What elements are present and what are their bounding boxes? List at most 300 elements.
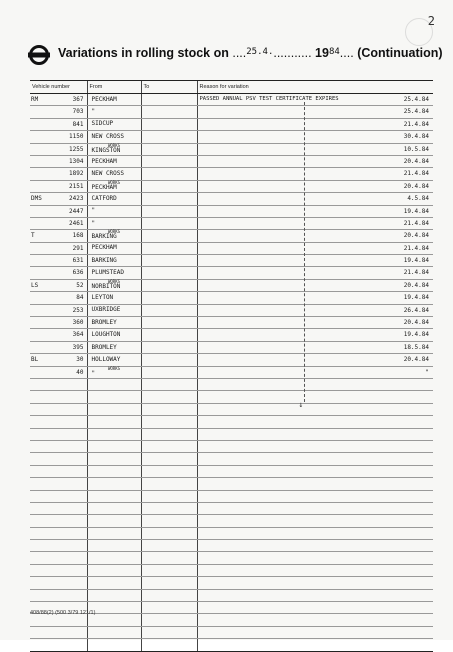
from-cell xyxy=(87,490,141,502)
table-row xyxy=(30,118,433,130)
to-cell xyxy=(141,106,197,118)
to-cell xyxy=(141,168,197,180)
from-cell xyxy=(87,391,141,403)
expiry-date: 20.4.84 xyxy=(403,157,429,165)
to-cell xyxy=(141,564,197,576)
from-cell xyxy=(87,131,141,143)
vehicle-cell xyxy=(30,292,87,304)
reason-cell xyxy=(197,341,433,353)
from-cell xyxy=(87,540,141,552)
vehicle-number: 84 xyxy=(76,294,84,302)
reason-cell xyxy=(197,428,433,440)
blank-row xyxy=(30,527,433,539)
reason-cell xyxy=(197,478,433,490)
to-cell xyxy=(141,143,197,155)
vehicle-cell xyxy=(30,341,87,353)
blank-row xyxy=(30,639,433,651)
vehicle-class: T xyxy=(31,232,35,240)
to-cell xyxy=(141,193,197,205)
reason-cell xyxy=(197,465,433,477)
vehicle-cell xyxy=(30,131,87,143)
reason-cell xyxy=(197,378,433,390)
from-garage: NEW CROSS xyxy=(91,132,125,140)
expiry-date: 19.4.84 xyxy=(403,331,429,339)
vehicle-cell xyxy=(30,391,87,403)
from-garage: BROMLEY xyxy=(91,318,117,326)
vehicle-number: 360 xyxy=(72,319,84,327)
to-cell xyxy=(141,118,197,130)
date-day-month: 25.4. xyxy=(246,47,274,57)
to-cell xyxy=(141,403,197,415)
to-cell xyxy=(141,428,197,440)
from-cell xyxy=(87,242,141,254)
blank-row xyxy=(30,552,433,564)
reason-cell xyxy=(197,279,433,291)
table-row xyxy=(30,242,433,254)
from-cell xyxy=(87,478,141,490)
from-garage: LEYTON xyxy=(91,293,114,301)
expiry-date: 20.4.84 xyxy=(403,356,429,364)
reason-cell xyxy=(197,602,433,614)
reason-cell xyxy=(197,217,433,229)
reason-cell xyxy=(197,292,433,304)
reason-cell xyxy=(197,515,433,527)
reason-cell xyxy=(197,527,433,539)
from-cell xyxy=(87,440,141,452)
works-annotation: WORKS xyxy=(107,142,121,148)
from-cell xyxy=(87,304,141,316)
expiry-date: 21.4.84 xyxy=(403,219,429,227)
vehicle-number: 367 xyxy=(72,96,84,103)
from-cell xyxy=(87,292,141,304)
reason-cell xyxy=(197,329,433,341)
to-cell xyxy=(141,639,197,651)
table-row xyxy=(30,106,433,118)
vehicle-cell xyxy=(30,304,87,316)
to-cell xyxy=(141,341,197,353)
works-annotation: WORKS xyxy=(107,365,121,371)
expiry-date: " xyxy=(425,368,429,376)
to-cell xyxy=(141,94,197,106)
from-garage: PECKHAM xyxy=(91,244,117,252)
to-cell xyxy=(141,515,197,527)
to-cell xyxy=(141,490,197,502)
title-suffix: (Continuation) xyxy=(357,46,443,60)
blank-row xyxy=(30,490,433,502)
table-row xyxy=(30,180,433,192)
table-row xyxy=(30,267,433,279)
from-cell xyxy=(87,168,141,180)
to-cell xyxy=(141,317,197,329)
to-cell xyxy=(141,416,197,428)
table-row xyxy=(30,304,433,316)
expiry-date: 25.4.84 xyxy=(403,96,429,103)
reason-cell xyxy=(197,502,433,514)
vehicle-cell xyxy=(30,366,87,378)
vehicle-number: 1255 xyxy=(69,145,84,153)
reason-cell xyxy=(197,118,433,130)
column-header-from: From xyxy=(87,81,141,94)
expiry-date: 19.4.84 xyxy=(403,207,429,215)
table-row xyxy=(30,255,433,267)
from-cell xyxy=(87,552,141,564)
year-suffix: 84 xyxy=(328,47,340,57)
from-cell xyxy=(87,577,141,589)
vehicle-cell xyxy=(30,242,87,254)
reason-cell xyxy=(197,564,433,576)
table-row xyxy=(30,155,433,167)
blank-row xyxy=(30,465,433,477)
from-cell xyxy=(87,589,141,601)
to-cell xyxy=(141,366,197,378)
blank-row xyxy=(30,391,433,403)
from-garage: " xyxy=(91,108,96,116)
from-cell xyxy=(87,626,141,638)
from-cell xyxy=(87,106,141,118)
table-row xyxy=(30,341,433,353)
to-cell xyxy=(141,255,197,267)
from-garage: " xyxy=(91,369,96,377)
date-dots-trail: ........... xyxy=(273,46,312,60)
reason-cell xyxy=(197,639,433,651)
from-garage: PLUMSTEAD xyxy=(91,269,125,277)
expiry-date: 19.4.84 xyxy=(403,257,429,265)
reason-cell xyxy=(197,304,433,316)
to-cell xyxy=(141,577,197,589)
blank-row xyxy=(30,403,433,415)
from-garage: " xyxy=(91,219,96,227)
from-garage: SIDCUP xyxy=(91,120,114,128)
to-cell xyxy=(141,440,197,452)
vehicle-number: 1304 xyxy=(69,157,84,165)
reason-cell xyxy=(197,577,433,589)
reason-cell xyxy=(197,400,433,415)
vehicle-cell xyxy=(30,230,87,242)
vehicle-cell xyxy=(30,453,87,465)
expiry-date: 20.4.84 xyxy=(403,281,429,289)
to-cell xyxy=(141,155,197,167)
expiry-date: 18.5.84 xyxy=(403,343,429,351)
vehicle-number: 1150 xyxy=(69,133,84,141)
to-cell xyxy=(141,391,197,403)
rolling-stock-table xyxy=(30,80,433,652)
blank-row xyxy=(30,416,433,428)
vehicle-number: 168 xyxy=(72,232,84,240)
blank-row xyxy=(30,453,433,465)
vehicle-number: 631 xyxy=(72,257,84,265)
table-row xyxy=(30,217,433,229)
expiry-date: 25.4.84 xyxy=(403,108,429,116)
to-cell xyxy=(141,465,197,477)
expiry-date: 19.4.84 xyxy=(403,294,429,302)
vehicle-number: 636 xyxy=(72,269,84,277)
expiry-date: 26.4.84 xyxy=(403,306,429,314)
from-cell xyxy=(87,453,141,465)
vehicle-number: 253 xyxy=(72,306,84,314)
expiry-date: 21.4.84 xyxy=(403,244,429,252)
expiry-date: 10.5.84 xyxy=(403,145,429,153)
table-row xyxy=(30,205,433,217)
from-garage: NEW CROSS xyxy=(91,170,125,178)
reason-cell xyxy=(197,155,433,167)
vehicle-number: 40 xyxy=(76,368,84,376)
reason-cell xyxy=(197,267,433,279)
from-garage: PECKHAM xyxy=(91,183,117,191)
to-cell xyxy=(141,304,197,316)
year-prefix: 19 xyxy=(315,46,329,60)
form-title xyxy=(58,46,443,60)
column-header-to: To xyxy=(141,81,197,94)
blank-row xyxy=(30,589,433,601)
from-cell xyxy=(87,155,141,167)
from-cell xyxy=(87,279,141,291)
from-garage: NORBITON xyxy=(91,283,121,291)
reason-cell xyxy=(197,180,433,192)
from-cell xyxy=(87,230,141,242)
blank-row xyxy=(30,440,433,452)
to-cell xyxy=(141,242,197,254)
title-prefix: Variations in rolling stock on xyxy=(58,46,229,60)
vehicle-cell xyxy=(30,155,87,167)
blank-row xyxy=(30,540,433,552)
from-cell xyxy=(87,403,141,415)
vehicle-cell xyxy=(30,403,87,415)
works-annotation: WORKS xyxy=(107,179,121,185)
vehicle-cell xyxy=(30,639,87,651)
to-cell xyxy=(141,502,197,514)
from-garage: HOLLOWAY xyxy=(91,355,121,363)
blank-row xyxy=(30,564,433,576)
reason-cell xyxy=(197,589,433,601)
from-garage: BARKING xyxy=(91,233,117,241)
vehicle-number: 703 xyxy=(72,108,84,116)
vehicle-cell xyxy=(30,180,87,192)
reason-cell xyxy=(197,416,433,428)
from-garage: BROMLEY xyxy=(91,343,117,351)
vehicle-cell xyxy=(30,428,87,440)
from-garage: UXBRIDGE xyxy=(91,306,121,314)
reason-cell xyxy=(197,391,433,403)
table-row xyxy=(30,193,433,205)
vehicle-cell xyxy=(30,626,87,638)
to-cell xyxy=(141,217,197,229)
reason-cell xyxy=(197,106,433,118)
from-cell xyxy=(87,502,141,514)
from-garage: LOUGHTON xyxy=(91,331,121,339)
vehicle-number: 2151 xyxy=(69,182,84,190)
from-garage: KINGSTON xyxy=(91,146,121,154)
reason-cell xyxy=(197,230,433,242)
from-cell xyxy=(87,255,141,267)
to-cell xyxy=(141,614,197,626)
to-cell xyxy=(141,267,197,279)
from-cell xyxy=(87,217,141,229)
from-cell xyxy=(87,428,141,440)
vehicle-cell xyxy=(30,255,87,267)
vehicle-number: 2461 xyxy=(69,219,84,227)
vehicle-cell xyxy=(30,440,87,452)
vehicle-cell xyxy=(30,329,87,341)
blank-row xyxy=(30,502,433,514)
reason-cell xyxy=(197,440,433,452)
to-cell xyxy=(141,131,197,143)
vehicle-number: 52 xyxy=(76,281,84,289)
vehicle-class: DMS xyxy=(31,195,42,203)
table-row xyxy=(30,354,433,366)
works-annotation: WORKS xyxy=(107,229,121,235)
year-dots: .... xyxy=(339,46,354,60)
to-cell xyxy=(141,478,197,490)
table-row xyxy=(30,292,433,304)
table-row xyxy=(30,317,433,329)
from-garage: BARKING xyxy=(91,256,117,264)
reason-cell xyxy=(197,193,433,205)
from-cell xyxy=(87,639,141,651)
reason-cell xyxy=(197,242,433,254)
from-cell xyxy=(87,317,141,329)
blank-row xyxy=(30,626,433,638)
vehicle-cell xyxy=(30,354,87,366)
blank-row xyxy=(30,428,433,440)
to-cell xyxy=(141,626,197,638)
table-header-row xyxy=(30,81,433,94)
table-body xyxy=(30,94,433,652)
vehicle-class: LS xyxy=(31,281,39,289)
column-header-reason: Reason for variation xyxy=(197,81,433,94)
from-cell xyxy=(87,267,141,279)
vehicle-cell xyxy=(30,94,87,106)
vehicle-cell xyxy=(30,540,87,552)
works-annotation: WORKS xyxy=(107,279,121,285)
blank-row xyxy=(30,378,433,390)
to-cell xyxy=(141,540,197,552)
vehicle-cell xyxy=(30,527,87,539)
expiry-date: 30.4.84 xyxy=(403,133,429,141)
vehicle-cell xyxy=(30,267,87,279)
table-row xyxy=(30,366,433,378)
vehicle-cell xyxy=(30,564,87,576)
vehicle-number: 291 xyxy=(72,244,84,252)
from-garage: PECKHAM xyxy=(91,157,117,165)
from-cell xyxy=(87,366,141,378)
vehicle-class: BL xyxy=(31,356,39,364)
vehicle-cell xyxy=(30,118,87,130)
from-cell xyxy=(87,465,141,477)
reason-cell xyxy=(197,131,433,143)
to-cell xyxy=(141,180,197,192)
to-cell xyxy=(141,329,197,341)
from-cell xyxy=(87,378,141,390)
to-cell xyxy=(141,453,197,465)
table-row xyxy=(30,168,433,180)
table-row xyxy=(30,230,433,242)
vehicle-number: 364 xyxy=(72,331,84,339)
from-cell xyxy=(87,515,141,527)
vehicle-cell xyxy=(30,193,87,205)
to-cell xyxy=(141,230,197,242)
vehicle-cell xyxy=(30,205,87,217)
to-cell xyxy=(141,279,197,291)
vehicle-number: 30 xyxy=(76,356,84,364)
expiry-date: 20.4.84 xyxy=(403,232,429,240)
vehicle-cell xyxy=(30,589,87,601)
from-cell xyxy=(87,118,141,130)
table-row xyxy=(30,94,433,106)
vehicle-cell xyxy=(30,217,87,229)
to-cell xyxy=(141,292,197,304)
vehicle-cell xyxy=(30,515,87,527)
column-header-vehicle: Vehicle number xyxy=(30,81,87,94)
vehicle-number: 841 xyxy=(72,120,84,128)
vehicle-cell xyxy=(30,502,87,514)
blank-row xyxy=(30,515,433,527)
vehicle-cell xyxy=(30,106,87,118)
reason-cell xyxy=(197,255,433,267)
from-garage: CATFORD xyxy=(91,194,117,202)
reason-cell xyxy=(197,317,433,329)
expiry-date: 21.4.84 xyxy=(403,269,429,277)
table-row xyxy=(30,131,433,143)
vehicle-cell xyxy=(30,478,87,490)
blank-row xyxy=(30,577,433,589)
from-cell xyxy=(87,205,141,217)
from-garage: PECKHAM xyxy=(91,95,117,103)
from-cell xyxy=(87,416,141,428)
reason-cell xyxy=(197,354,433,366)
table-row xyxy=(30,143,433,155)
to-cell xyxy=(141,589,197,601)
to-cell xyxy=(141,354,197,366)
from-cell xyxy=(87,341,141,353)
reason-cell xyxy=(197,205,433,217)
vehicle-number: 2423 xyxy=(69,195,84,203)
reason-cell xyxy=(197,614,433,626)
vehicle-cell xyxy=(30,317,87,329)
reason-cell xyxy=(197,626,433,638)
vehicle-cell xyxy=(30,378,87,390)
ditto-arrow-icon: ↓ xyxy=(298,400,304,409)
vehicle-cell xyxy=(30,416,87,428)
reason-cell xyxy=(197,540,433,552)
from-cell xyxy=(87,180,141,192)
vehicle-cell xyxy=(30,552,87,564)
form-header xyxy=(28,44,443,66)
page-number: 2 xyxy=(427,14,435,28)
vehicle-number: 1892 xyxy=(69,170,84,178)
vehicle-number: 2447 xyxy=(69,207,84,215)
from-cell xyxy=(87,564,141,576)
vehicle-cell xyxy=(30,465,87,477)
to-cell xyxy=(141,602,197,614)
expiry-date: 20.4.84 xyxy=(403,182,429,190)
reason-cell xyxy=(197,552,433,564)
to-cell xyxy=(141,378,197,390)
to-cell xyxy=(141,527,197,539)
from-cell xyxy=(87,193,141,205)
from-cell xyxy=(87,354,141,366)
blank-row xyxy=(30,478,433,490)
table-row xyxy=(30,279,433,291)
vehicle-cell xyxy=(30,490,87,502)
vehicle-cell xyxy=(30,143,87,155)
london-transport-roundel-icon xyxy=(28,44,50,66)
vehicle-cell xyxy=(30,577,87,589)
vehicle-cell xyxy=(30,279,87,291)
reason-cell xyxy=(197,143,433,155)
from-garage: " xyxy=(91,207,96,215)
reason-cell xyxy=(197,490,433,502)
from-cell xyxy=(87,143,141,155)
